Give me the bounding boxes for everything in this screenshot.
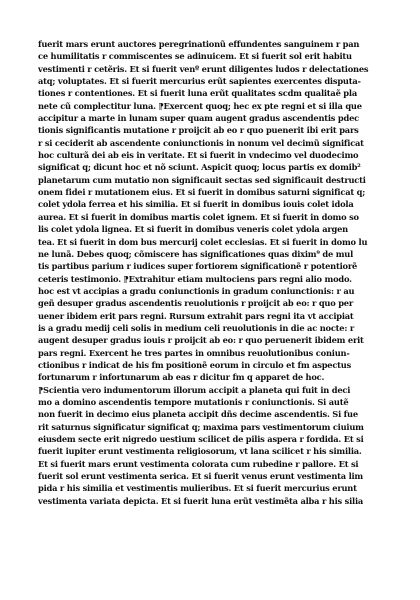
text-line: significat q; dicunt hoc et nõ sciunt. Aspicit quoq; locus partis ex domib² bbox=[38, 162, 361, 173]
text-line: is a gradu medij celi solis in medium celi reuolutionis in die ac nocte: r bbox=[38, 322, 354, 333]
text-line: atq; voluptates. Et si fuerit mercurius erũt sapientes exercentes disputa- bbox=[38, 76, 361, 87]
text-line: fortunarum r infortunarum ab eas r dicitur fm q apparet de hoc. bbox=[38, 372, 325, 383]
text-line: tionis significantis mutatione r proijcit ab eo r quo puenerit ibi erit pars bbox=[38, 125, 359, 136]
text-line: pars regni. Exercent he tres partes in omnibus reuolutionibus coniun- bbox=[38, 347, 350, 358]
text-line: mo a domino ascendentis tempore mutationis r coniunctionis. Si autẽ bbox=[38, 396, 349, 407]
text-line: rit saturnus significatur significat q; maxima pars vestimentorum ciuium bbox=[38, 421, 364, 432]
text-line: nete cũ complectitur luna. ⁋Exercent quoq; hec ex pte regni et si illa que bbox=[38, 100, 362, 111]
text-line: augent desuper gradus iouis r proijcit ab eo: r quo peruenerit ibidem erit bbox=[38, 335, 364, 346]
text-line: tis partibus parium r iudices super fortiorem significationẽ r potentiorẽ bbox=[38, 261, 358, 272]
text-line: ce humilitatis r commiscentes se adinuicem. Et si fuerit sol erit habitu bbox=[38, 51, 352, 62]
text-line: ceteris testimonio. ⁋Extrahitur etiam multociens pars regni alio modo. bbox=[38, 273, 352, 284]
text-line: geñ desuper gradus ascendentis reuolutionis r proijcit ab eo: r quo per bbox=[38, 298, 354, 309]
text-line: ⁋Scientia vero indumentorum illorum accipit a planeta qui fuit in deci bbox=[38, 384, 351, 395]
text-line: fuerit iupiter erunt vestimenta religiosorum, vt lana scilicet r his similia. bbox=[38, 446, 362, 457]
text-line: accipitur a marte in lunam super quam augent gradus ascendentis pdec bbox=[38, 113, 359, 124]
text-line: fuerit mars erunt auctores peregrinationũ effundentes sanguinem r pan bbox=[38, 39, 360, 49]
text-line: uener ibidem erit pars regni. Rursum extrahit pars regni ita vt accipiat bbox=[38, 310, 354, 321]
text-line: hoc culturã dei ab eis in veritate. Et si fuerit in vndecimo vel duodecimo bbox=[38, 150, 359, 161]
text-line: r si ceciderit ab ascendente coniunctionis in nonum vel decimũ significat bbox=[38, 137, 364, 148]
text-line: colet ydola ferrea et his similia. Et si fuerit in domibus iouis colet idola bbox=[38, 199, 354, 210]
text-line: fuerit sol erunt vestimenta serica. Et si fuerit venus erunt vestimenta lim bbox=[38, 471, 363, 482]
text-line: planetarum cum mutatio non significauit sectas sed significauit destructi bbox=[38, 174, 366, 185]
text-line: vestimenta variata depicta. Et si fuerit luna erũt vestimẽta alba r his silia bbox=[38, 495, 364, 506]
text-line: aurea. Et si fuerit in domibus martis colet ignem. Et si fuerit in domo so bbox=[38, 211, 359, 222]
text-line: onem fidei r mutationem eius. Et si fuerit in domibus saturni significat q; bbox=[38, 187, 366, 198]
text-block bbox=[38, 38, 398, 507]
text-line: vestimenti r cetẽris. Et si fuerit venº erunt diligentes ludos r delectationes bbox=[38, 63, 369, 74]
text-line: non fuerit in decimo eius planeta accipit dñs decime ascendentis. Si fue bbox=[38, 409, 358, 420]
text-line: tiones r contentiones. Et si fuerit luna erũt qualitates scdm qualitaẽ pla bbox=[38, 88, 357, 99]
text-line: tea. Et si fuerit in dom bus mercurij colet ecclesias. Et si fuerit in domo lu bbox=[38, 236, 368, 247]
text-line: eiusdem secte erit nigredo uestium scilicet de pilis aspera r fordida. Et si bbox=[38, 434, 364, 444]
text-line: Et si fuerit mars erunt vestimenta colorata cum rubedine r pallore. Et si bbox=[38, 458, 359, 469]
text-line: hoc est vt accipias a gradu coniunctionis in gradum coniunctionis: r au bbox=[38, 285, 355, 296]
text-line: ne lunã. Debes quoq; cõmiscere has significationes quas dixim⁹ de mul bbox=[38, 248, 354, 259]
text-line: ctionibus r indicat de his fm positionẽ eorum in circulo et fm aspectus bbox=[38, 359, 352, 370]
text-line: lis colet ydola lignea. Et si fuerit in domibus veneris colet ydola argen bbox=[38, 224, 348, 235]
text-line: pida r his similia et vestimentis mulieribus. Et si fuerit mercurius erunt bbox=[38, 483, 357, 494]
